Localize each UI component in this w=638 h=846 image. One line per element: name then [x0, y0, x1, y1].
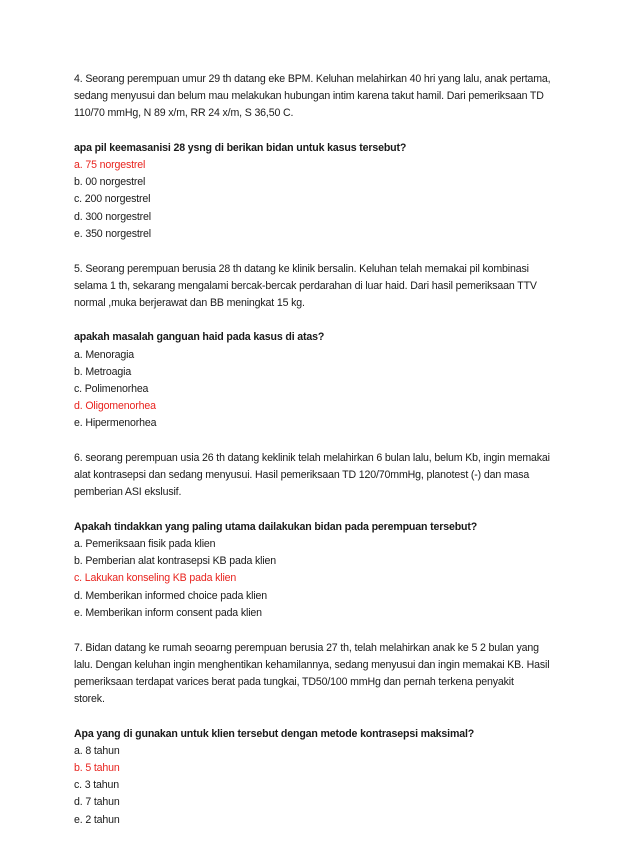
- question-stem: [74, 261, 570, 313]
- option-a: a. Menoragia: [74, 348, 135, 361]
- question-prompt: Apa yang di gunakan untuk klien tersebut dengan metode kontrasepsi maksimal?: [74, 727, 475, 740]
- question-5: [74, 261, 570, 433]
- option-b: b. Metroagia: [74, 365, 132, 378]
- question-stem: [74, 71, 570, 123]
- question-prompt: apakah masalah ganguan haid pada kasus di atas?: [74, 331, 325, 344]
- option-a-correct: a. 75 norgestrel: [74, 159, 146, 171]
- question-prompt: apa pil keemasanisi 28 ysng di berikan bidan untuk kasus tersebut?: [74, 141, 407, 154]
- option-d-correct: d. Oligomenorhea: [74, 400, 156, 413]
- option-a: a. 8 tahun: [74, 744, 120, 757]
- stem-line: 5. Seorang perempuan berusia 28 th datang ke klinik bersalin. Keluhan telah memakai pil kombinasi: [74, 262, 529, 275]
- stem-line: 110/70 mmHg, N 89 x/m, RR 24 x/m, S 36,50 C.: [74, 107, 294, 120]
- document-page: [74, 71, 570, 846]
- option-b: b. Pemberian alat kontrasepsi KB pada klien: [74, 555, 277, 568]
- question-6: [74, 450, 570, 622]
- question-stem: [74, 450, 570, 502]
- stem-line: sedang menyusui dan belum mau melakukan hubungan intim karena takut hamil. Dari pemeriksaan TD: [74, 90, 544, 103]
- option-c-correct: c. Lakukan konseling KB pada klien: [74, 572, 237, 585]
- option-c: c. 200 norgestrel: [74, 193, 151, 206]
- option-d: d. Memberikan informed choice pada klien: [74, 589, 268, 602]
- option-b: b. 00 norgestrel: [74, 176, 146, 189]
- stem-line: pemberian ASI ekslusif.: [74, 486, 182, 499]
- stem-line: lalu. Dengan keluhan ingin menghentikan kehamilannya, sedang menyusui dan ingin memakai KB. Hasil: [74, 658, 550, 671]
- option-d: d. 300 norgestrel: [74, 210, 151, 223]
- option-c: c. 3 tahun: [74, 779, 120, 792]
- stem-line: selama 1 th, sekarang mengalami bercak-bercak perdarahan di luar haid. Dari hasil pemeriksaan TTV: [74, 279, 537, 292]
- question-stem: [74, 640, 570, 709]
- option-e: e. 2 tahun: [74, 813, 120, 826]
- option-d: d. 7 tahun: [74, 796, 120, 809]
- question-7: [74, 640, 570, 829]
- stem-line: storek.: [74, 693, 105, 706]
- option-c: c. Polimenorhea: [74, 382, 149, 395]
- option-a: a. Pemeriksaan fisik pada klien: [74, 538, 216, 551]
- stem-line: normal ,muka berjerawat dan BB meningkat 15 kg.: [74, 296, 305, 309]
- option-e: e. Hipermenorhea: [74, 417, 157, 430]
- option-e: e. Memberikan inform consent pada klien: [74, 606, 262, 619]
- stem-line: alat kontrasepsi dan sedang menyusui. Hasil pemeriksaan TD 120/70mmHg, planotest (-) dan masa: [74, 469, 530, 482]
- stem-line: 6. seorang perempuan usia 26 th datang keklinik telah melahirkan 6 bulan lalu, belum Kb, ingin memakai: [74, 452, 550, 465]
- question-4: [74, 71, 570, 243]
- option-b-correct: b. 5 tahun: [74, 761, 120, 774]
- stem-line: 7. Bidan datang ke rumah seoarng perempuan berusia 27 th, telah melahirkan anak ke 5 2 bulan yang: [74, 641, 539, 654]
- option-e: e. 350 norgestrel: [74, 227, 151, 240]
- stem-line: 4. Seorang perempuan umur 29 th datang eke BPM. Keluhan melahirkan 40 hri yang lalu, anak pertama,: [74, 73, 551, 85]
- stem-line: pemeriksaan terdapat varices berat pada tungkai, TD50/100 mmHg dan pernah terkena penyakit: [74, 675, 514, 688]
- question-prompt: Apakah tindakkan yang paling utama dailakukan bidan pada perempuan tersebut?: [74, 520, 478, 533]
